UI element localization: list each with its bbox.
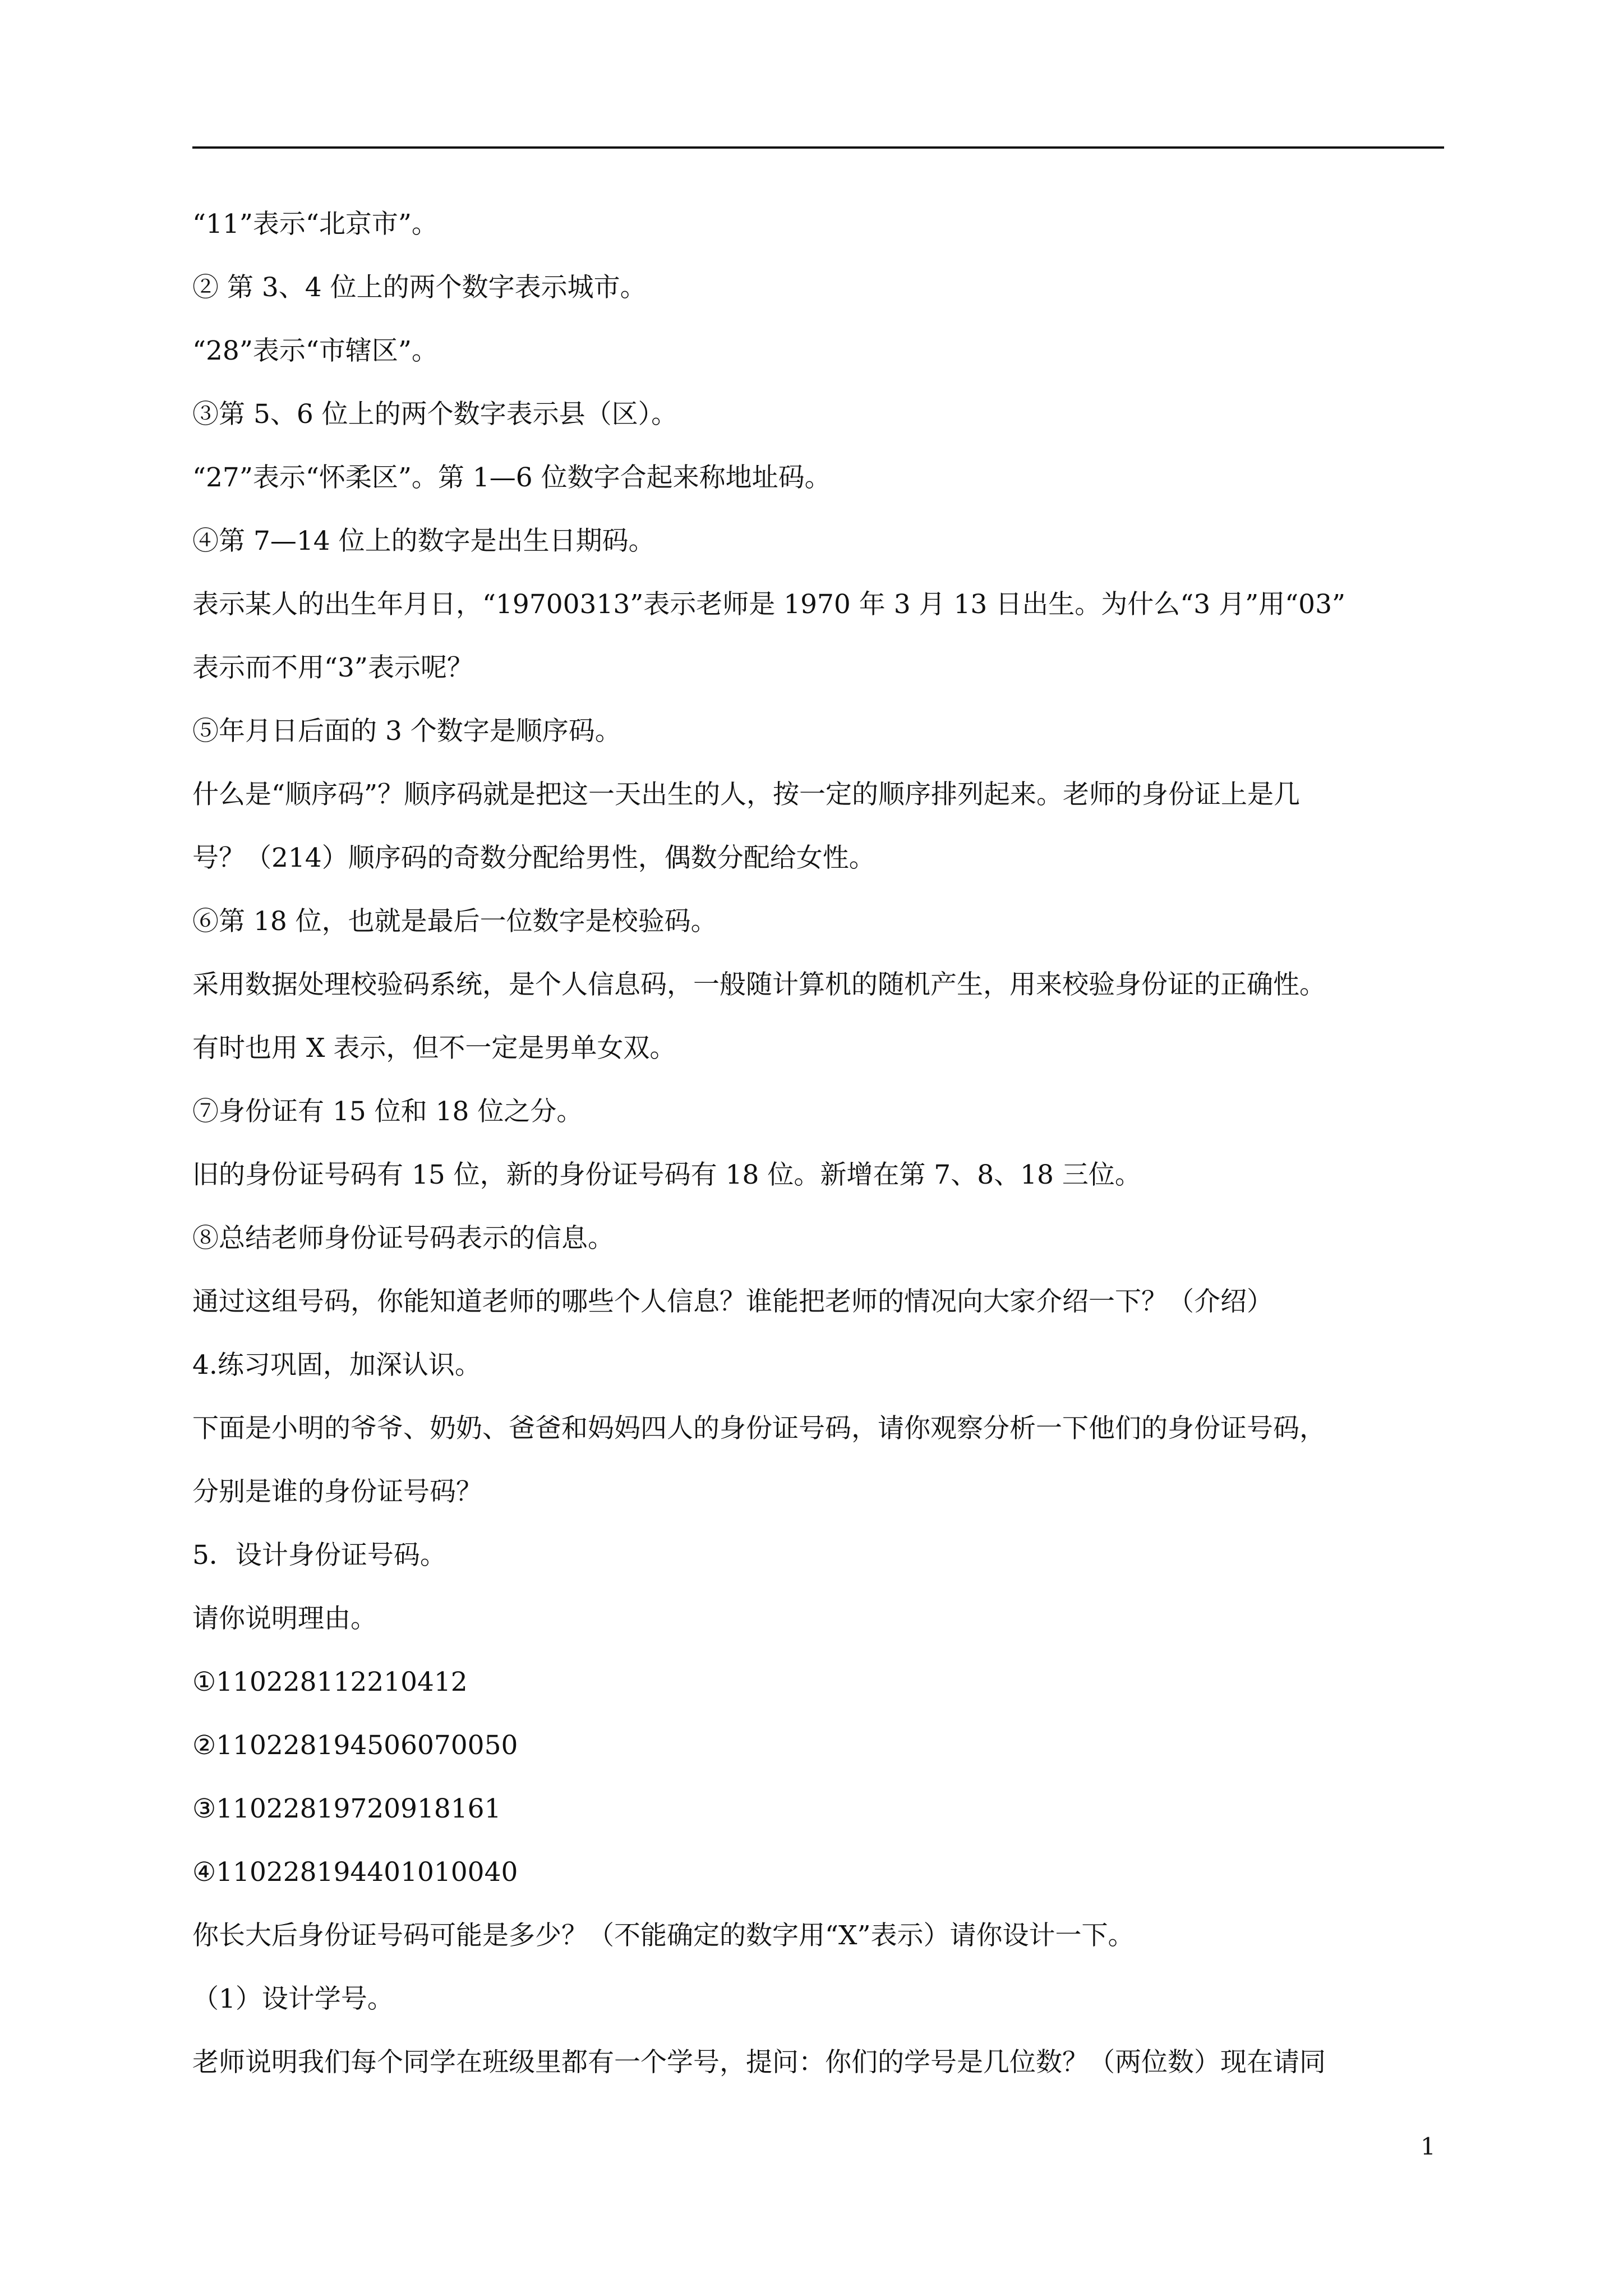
text-line: （1）设计学号。 bbox=[192, 1984, 394, 2014]
text-line: 分别是谁的身份证号码？ bbox=[192, 1476, 482, 1507]
text-line: 4.练习巩固，加深认识。 bbox=[192, 1350, 481, 1381]
text-line: 旧的身份证号码有 15 位，新的身份证号码有 18 位。新增在第 7、8、18 三位。 bbox=[192, 1159, 1141, 1190]
header-rule bbox=[192, 146, 1444, 149]
text-line: “28”表示“市辖区”。 bbox=[192, 335, 438, 366]
text-line: ⑤年月日后面的 3 个数字是顺序码。 bbox=[192, 716, 621, 747]
text-line: 老师说明我们每个同学在班级里都有一个学号，提问：你们的学号是几位数？（两位数）现在请同 bbox=[192, 2047, 1326, 2078]
text-line: 有时也用 X 表示，但不一定是男单女双。 bbox=[192, 1033, 676, 1064]
text-line: 表示而不用“3”表示呢？ bbox=[192, 652, 473, 683]
text-line: ②110228194506070050 bbox=[192, 1730, 518, 1761]
text-line: 5．设计身份证号码。 bbox=[192, 1540, 446, 1571]
text-line: 通过这组号码，你能知道老师的哪些个人信息？谁能把老师的情况向大家介绍一下？（介绍） bbox=[192, 1286, 1273, 1317]
text-line: ④第 7—14 位上的数字是出生日期码。 bbox=[192, 526, 655, 556]
text-line: “27”表示“怀柔区”。第 1—6 位数字合起来称地址码。 bbox=[192, 462, 831, 493]
text-line: ② 第 3、4 位上的两个数字表示城市。 bbox=[192, 272, 647, 303]
text-line: “11”表示“北京市”。 bbox=[192, 209, 438, 240]
page-number: 1 bbox=[1421, 2133, 1436, 2160]
text-line: 你长大后身份证号码可能是多少？（不能确定的数字用“X”表示）请你设计一下。 bbox=[192, 1920, 1135, 1951]
text-line: 表示某人的出生年月日，“19700313”表示老师是 1970 年 3 月 13 日出生。为什么“3 月”用“03” bbox=[192, 589, 1345, 620]
text-line: ⑥第 18 位，也就是最后一位数字是校验码。 bbox=[192, 906, 717, 937]
text-line: ④110228194401010040 bbox=[192, 1857, 518, 1888]
text-line: ⑦身份证有 15 位和 18 位之分。 bbox=[192, 1096, 583, 1127]
text-line: ①110228112210412 bbox=[192, 1667, 468, 1697]
text-line: 号？（214）顺序码的奇数分配给男性，偶数分配给女性。 bbox=[192, 843, 875, 873]
text-line: ③第 5、6 位上的两个数字表示县（区）。 bbox=[192, 399, 678, 430]
text-line: 什么是“顺序码”？顺序码就是把这一天出生的人，按一定的顺序排列起来。老师的身份证上是几 bbox=[192, 779, 1301, 810]
text-line: ③11022819720918161 bbox=[192, 1793, 501, 1824]
text-line: 请你说明理由。 bbox=[192, 1603, 377, 1634]
text-line: 下面是小明的爷爷、奶奶、爸爸和妈妈四人的身份证号码，请你观察分析一下他们的身份证号码， bbox=[192, 1413, 1326, 1444]
text-line: ⑧总结老师身份证号码表示的信息。 bbox=[192, 1223, 614, 1254]
text-line: 采用数据处理校验码系统，是个人信息码，一般随计算机的随机产生，用来校验身份证的正确性。 bbox=[192, 969, 1326, 1000]
document-body bbox=[192, 209, 1444, 2110]
